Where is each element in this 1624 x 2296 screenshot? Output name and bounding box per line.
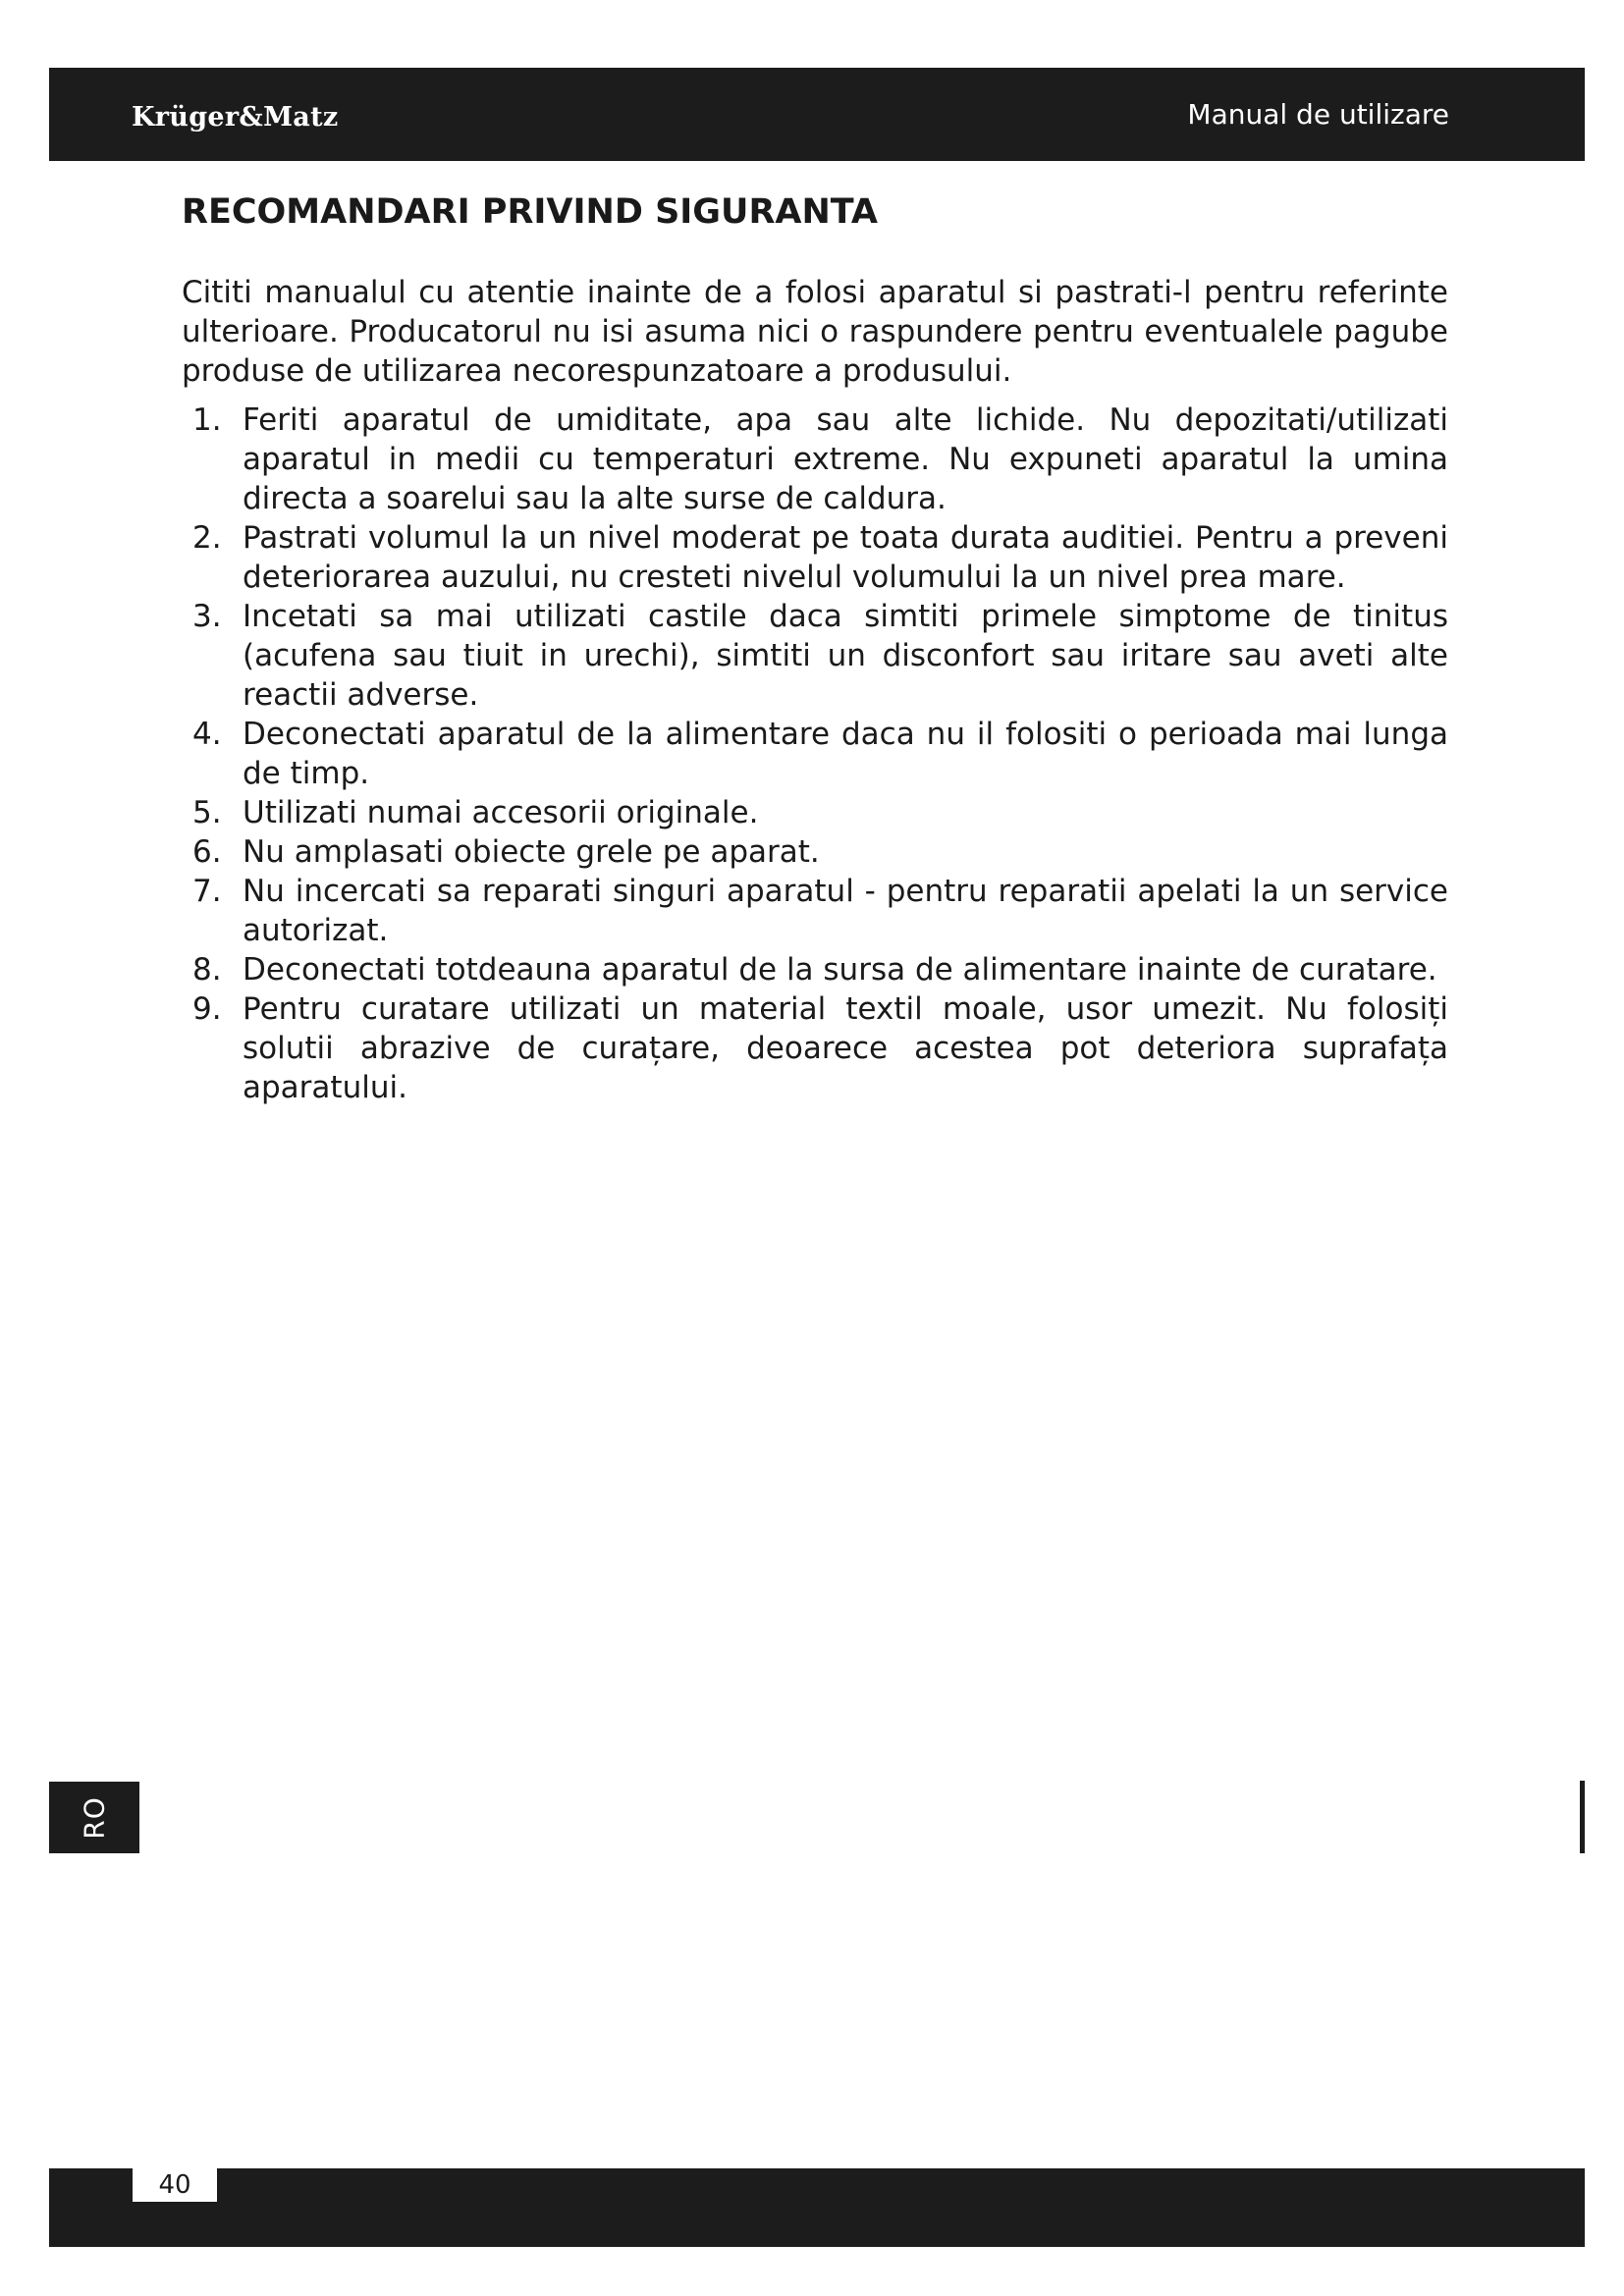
item-number: 3.	[192, 599, 222, 634]
page-number: 40	[133, 2168, 217, 2202]
item-text: Nu amplasati obiecte grele pe aparat.	[243, 834, 820, 870]
item-text: Pastrati volumul la un nivel moderat pe toata durata auditiei. Pentru a preveni deteriorarea auzului, nu cresteti nivelul volumului la un nivel prea mare.	[243, 520, 1448, 595]
list-item	[182, 832, 1448, 872]
safety-list	[182, 400, 1448, 1107]
list-item	[182, 793, 1448, 832]
item-number: 9.	[192, 991, 222, 1027]
item-number: 6.	[192, 834, 222, 870]
list-item	[182, 597, 1448, 715]
item-text: Nu incercati sa reparati singuri aparatul - pentru reparatii apelati la un service autorizat.	[243, 874, 1448, 948]
item-text: Feriti aparatul de umiditate, apa sau alte lichide. Nu depozitati/utilizati aparatul in medii cu temperaturi extreme. Nu expuneti aparatul la umina directa a soarelui sau la alte surse de caldura.	[243, 402, 1448, 516]
edge-marker	[1580, 1781, 1585, 1853]
list-item	[182, 518, 1448, 597]
main-content	[182, 188, 1448, 1107]
item-number: 5.	[192, 795, 222, 830]
list-item	[182, 872, 1448, 950]
list-item	[182, 950, 1448, 989]
item-text: Incetati sa mai utilizati castile daca simtiti primele simptome de tinitus (acufena sau tiuit in urechi), simtiti un disconfort sau iritare sau aveti alte reactii adverse.	[243, 599, 1448, 713]
footer-bar	[49, 2168, 1585, 2247]
item-number: 4.	[192, 717, 222, 752]
brand-logo: Krüger&Matz	[132, 102, 339, 133]
list-item	[182, 715, 1448, 793]
item-number: 8.	[192, 952, 222, 988]
item-number: 1.	[192, 402, 222, 438]
manual-title: Manual de utilizare	[1187, 98, 1449, 131]
language-tab	[49, 1782, 139, 1853]
intro-paragraph: Cititi manualul cu atentie inainte de a folosi aparatul si pastrati-l pentru referinte ulterioare. Producatorul nu isi asuma nici o raspundere pentru eventualele pagube produse de utilizarea necorespunzatoare a produsului.	[182, 275, 1448, 389]
item-number: 2.	[192, 520, 222, 556]
header-bar	[49, 68, 1585, 161]
section-title: RECOMANDARI PRIVIND SIGURANTA	[182, 192, 879, 232]
item-text: Deconectati aparatul de la alimentare daca nu il folositi o perioada mai lunga de timp.	[243, 717, 1448, 791]
language-label: RO	[78, 1795, 111, 1840]
item-number: 7.	[192, 874, 222, 909]
item-text: Utilizati numai accesorii originale.	[243, 795, 759, 830]
item-text: Pentru curatare utilizati un material textil moale, usor umezit. Nu folosiți solutii abrazive de curațare, deoarece acestea pot deteriora suprafața aparatului.	[243, 991, 1448, 1105]
list-item	[182, 400, 1448, 518]
item-text: Deconectati totdeauna aparatul de la sursa de alimentare inainte de curatare.	[243, 952, 1437, 988]
list-item	[182, 989, 1448, 1107]
